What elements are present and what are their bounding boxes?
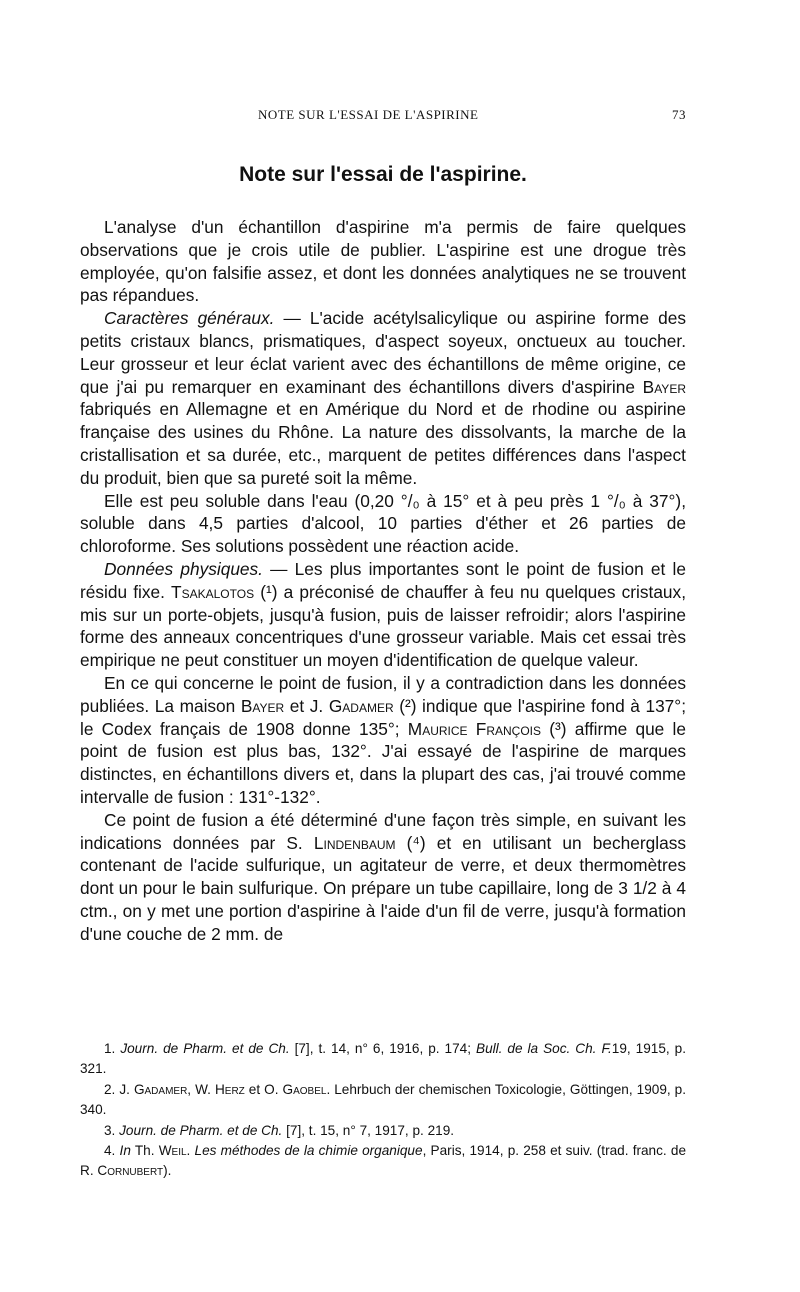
name-lindenbaum: Lindenbaum: [313, 832, 396, 853]
name-bayer: Bayer: [642, 376, 686, 397]
footnotes: [80, 1039, 686, 1182]
name-francois: Maurice François: [407, 718, 541, 739]
page-number: 73: [672, 107, 686, 122]
paragraph-fusion: En ce qui concerne le point de fusion, il y a contradiction dans les données publiées. La maison Bayer et J. Gadamer (²) indique que l'aspirine fond à 137°; le Codex français de 1908 donne 135°; Maurice François (³) affirme que le point de fusion est plus bas, 132°. J'ai essayé de l'aspirine de marques distinctes, en échantillons divers et, dans la plupart des cas, j'ai trouvé comme intervalle de fusion : 131°-132°.: [80, 672, 687, 807]
article-body: [80, 216, 686, 946]
section-heading-caracteres: Caractères généraux.: [104, 308, 275, 329]
article-title: Note sur l'essai de l'aspirine.: [239, 163, 527, 186]
footnote-3: 3. Journ. de Pharm. et de Ch. [7], t. 15, n° 7, 1917, p. 219.: [104, 1122, 455, 1138]
name-bayer-2: Bayer: [240, 695, 285, 716]
name-tsakalotos: Tsakalotos: [171, 581, 255, 602]
running-head: [80, 107, 686, 127]
paragraph-solubility: Elle est peu soluble dans l'eau (0,20 °/₀ à 15° et à peu près 1 °/₀ à 37°), soluble dans 4,5 parties d'alcool, 10 parties d'éther et 26 parties de chloroforme. Ses solutions possèdent une réaction acide.: [80, 490, 686, 557]
running-title: NOTE SUR L'ESSAI DE L'ASPIRINE: [258, 107, 479, 122]
paragraph-caracteres: Caractères généraux. — L'acide acétylsalicylique ou aspirine forme des petits cristaux blancs, prismatiques, d'aspect soyeux, onctueux au toucher. Leur grosseur et leur éclat varient avec des échantillons de même origine, ce que j'ai pu remarquer en examinant des échantillons divers d'aspirine Bayer fabriqués en Allemagne et en Amérique du Nord et de rhodine ou aspirine française des usines du Rhône. La nature des dissolvants, la marche de la cristallisation et sa durée, etc., marquent de petites différences dans l'aspect du produit, bien que sa pureté soit la même.: [80, 308, 686, 488]
footnote-4: 4. In Th. Weil. Les méthodes de la chimie organique, Paris, 1914, p. 258 et suiv. (trad. franc. de R. Cornubert).: [80, 1143, 687, 1179]
name-gadamer: Gadamer: [328, 695, 394, 716]
footnote-2: 2. J. Gadamer, W. Herz et O. Gaobel. Lehrbuch der chemischen Toxicologie, Göttingen, 1909, p. 340.: [80, 1081, 686, 1118]
paragraph-method: Ce point de fusion a été déterminé d'une façon très simple, en suivant les indications données par S. Lindenbaum (⁴) et en utilisant un becherglass contenant de l'acide sulfurique, un agitateur de verre, et deux thermomètres dont un pour le bain sulfurique. On prépare un tube capillaire, long de 3 1/2 à 4 ctm., on y met une portion d'aspirine à l'aide d'un fil de verre, jusqu'à formation d'une couche de 2 mm. de: [80, 809, 686, 944]
paragraph-intro: L'analyse d'un échantillon d'aspirine m'a permis de faire quelques observations que je crois utile de publier. L'aspirine est une drogue très employée, qu'on falsifie assez, et dont les données analytiques ne se trouvent pas répandues.: [80, 217, 686, 306]
footnote-1: 1. Journ. de Pharm. et de Ch. [7], t. 14, n° 6, 1916, p. 174; Bull. de la Soc. Ch. F.19, 1915, p. 321.: [80, 1041, 686, 1077]
paragraph-donnees: Données physiques. — Les plus importantes sont le point de fusion et le résidu fixe. Tsakalotos (¹) a préconisé de chauffer à feu nu quelques cristaux, mis sur un porte-objets, jusqu'à fusion, puis de laisser refroidir; alors l'aspirine forme des anneaux concentriques d'une grosseur variable. Mais cet essai très empirique ne peut constituer un moyen d'identification de quelque valeur.: [80, 558, 686, 671]
section-heading-donnees: Données physiques.: [104, 558, 263, 579]
